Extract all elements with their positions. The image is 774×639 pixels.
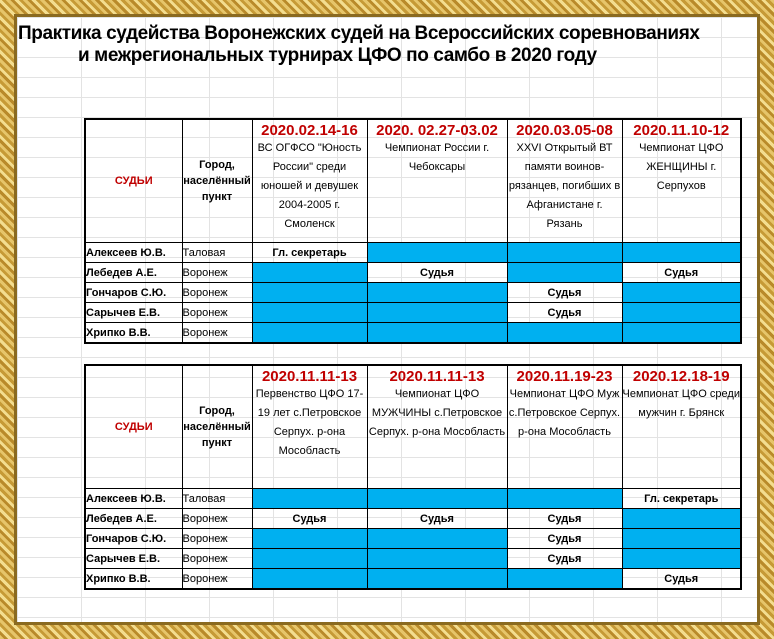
event-description: Чемпионат ЦФО МУЖЧИНЫ с.Петровское Серпух. р-она Мособласть bbox=[368, 388, 506, 438]
role-cell: Судья bbox=[252, 509, 367, 529]
event-date: 2020.11.11-13 bbox=[261, 368, 358, 385]
event-date: 2020. 02.27-03.02 bbox=[376, 122, 498, 139]
empty-cell bbox=[507, 569, 622, 590]
judge-city: Воронеж bbox=[182, 283, 252, 303]
judge-name: Алексеев Ю.В. bbox=[85, 489, 182, 509]
empty-cell bbox=[367, 323, 507, 344]
judging-table-2 bbox=[84, 364, 742, 590]
empty-cell bbox=[507, 263, 622, 283]
role-cell: Судья bbox=[367, 509, 507, 529]
judges-heading: СУДЬИ bbox=[85, 365, 182, 489]
table-row bbox=[85, 569, 741, 590]
event-date: 2020.11.11-13 bbox=[389, 368, 485, 385]
event-description: Чемпионат ЦФО среди мужчин г. Брянск bbox=[622, 388, 740, 419]
judge-name: Лебедев А.Е. bbox=[85, 263, 182, 283]
table-row bbox=[85, 323, 741, 344]
empty-cell bbox=[367, 303, 507, 323]
page-title bbox=[18, 23, 758, 67]
title-line-1: Практика судейства Воронежских судей на Всероссийских соревнованиях bbox=[18, 23, 700, 44]
city-column-header: Город, населённый пункт bbox=[182, 119, 252, 243]
event-header bbox=[622, 365, 741, 489]
role-cell: Судья bbox=[507, 303, 622, 323]
empty-cell bbox=[367, 569, 507, 590]
judge-name: Сарычев Е.В. bbox=[85, 549, 182, 569]
event-header bbox=[507, 365, 622, 489]
empty-cell bbox=[507, 243, 622, 263]
judge-name: Гончаров С.Ю. bbox=[85, 529, 182, 549]
empty-cell bbox=[622, 323, 741, 344]
empty-cell bbox=[622, 243, 741, 263]
event-date: 2020.11.10-12 bbox=[633, 122, 730, 139]
judge-city: Воронеж bbox=[182, 549, 252, 569]
event-date: 2020.12.18-19 bbox=[632, 368, 730, 385]
role-cell: Судья bbox=[507, 509, 622, 529]
event-description: Чемпионат ЦФО Муж с.Петровское Серпух. р-она Мособласть bbox=[508, 388, 621, 438]
event-header bbox=[252, 365, 367, 489]
table-row bbox=[85, 243, 741, 263]
event-date: 2020.02.14-16 bbox=[261, 122, 358, 139]
empty-cell bbox=[367, 489, 507, 509]
empty-cell bbox=[367, 529, 507, 549]
judge-city: Воронеж bbox=[182, 509, 252, 529]
table-row bbox=[85, 489, 741, 509]
judge-name: Сарычев Е.В. bbox=[85, 303, 182, 323]
table-row bbox=[85, 303, 741, 323]
title-line-2: и межрегиональных турнирах ЦФО по самбо в 2020 году bbox=[78, 45, 597, 66]
table-row bbox=[85, 509, 741, 529]
empty-cell bbox=[367, 243, 507, 263]
event-description: Первенство ЦФО 17-19 лет с.Петровское Серпух. р-она Мособласть bbox=[255, 388, 364, 457]
city-column-header: Город, населённый пункт bbox=[182, 365, 252, 489]
empty-cell bbox=[252, 569, 367, 590]
table-row bbox=[85, 549, 741, 569]
judge-name: Лебедев А.Е. bbox=[85, 509, 182, 529]
judge-name: Хрипко В.В. bbox=[85, 323, 182, 344]
event-description: Чемпионат ЦФО ЖЕНЩИНЫ г. Серпухов bbox=[639, 142, 724, 192]
event-date: 2020.03.05-08 bbox=[516, 122, 613, 139]
empty-cell bbox=[367, 283, 507, 303]
judge-city: Таловая bbox=[182, 489, 252, 509]
table-row bbox=[85, 529, 741, 549]
judge-city: Воронеж bbox=[182, 529, 252, 549]
judge-city: Воронеж bbox=[182, 569, 252, 590]
event-description: XXVI Открытый ВТ памяти воинов-рязанцев, погибших в Афганистане г. Рязань bbox=[508, 142, 621, 230]
role-cell: Судья bbox=[622, 263, 741, 283]
judge-city: Воронеж bbox=[182, 263, 252, 283]
role-cell: Судья bbox=[507, 529, 622, 549]
judging-table-1 bbox=[84, 118, 742, 344]
empty-cell bbox=[252, 303, 367, 323]
empty-cell bbox=[622, 529, 741, 549]
event-header bbox=[367, 119, 507, 243]
judge-name: Гончаров С.Ю. bbox=[85, 283, 182, 303]
header-row bbox=[85, 365, 741, 489]
empty-cell bbox=[252, 529, 367, 549]
empty-cell bbox=[252, 323, 367, 344]
empty-cell bbox=[367, 549, 507, 569]
table-row bbox=[85, 263, 741, 283]
empty-cell bbox=[507, 323, 622, 344]
empty-cell bbox=[622, 509, 741, 529]
header-row bbox=[85, 119, 741, 243]
role-cell: Судья bbox=[367, 263, 507, 283]
empty-cell bbox=[622, 283, 741, 303]
empty-cell bbox=[252, 283, 367, 303]
event-header bbox=[367, 365, 507, 489]
empty-cell bbox=[622, 303, 741, 323]
table-row bbox=[85, 283, 741, 303]
empty-cell bbox=[252, 549, 367, 569]
role-cell: Гл. секретарь bbox=[252, 243, 367, 263]
event-description: Чемпионат России г. Чебоксары bbox=[384, 142, 490, 173]
judge-name: Хрипко В.В. bbox=[85, 569, 182, 590]
empty-cell bbox=[252, 263, 367, 283]
event-date: 2020.11.19-23 bbox=[516, 368, 613, 385]
role-cell: Судья bbox=[507, 283, 622, 303]
role-cell: Судья bbox=[507, 549, 622, 569]
judge-city: Воронеж bbox=[182, 323, 252, 344]
empty-cell bbox=[507, 489, 622, 509]
judge-city: Воронеж bbox=[182, 303, 252, 323]
event-description: ВС ОГФСО "Юность России" среди юношей и девушек 2004-2005 г. Смоленск bbox=[257, 142, 362, 230]
role-cell: Гл. секретарь bbox=[622, 489, 741, 509]
empty-cell bbox=[252, 489, 367, 509]
judge-city: Таловая bbox=[182, 243, 252, 263]
event-header bbox=[622, 119, 741, 243]
judges-heading: СУДЬИ bbox=[85, 119, 182, 243]
role-cell: Судья bbox=[622, 569, 741, 590]
judge-name: Алексеев Ю.В. bbox=[85, 243, 182, 263]
empty-cell bbox=[622, 549, 741, 569]
event-header bbox=[252, 119, 367, 243]
event-header bbox=[507, 119, 622, 243]
